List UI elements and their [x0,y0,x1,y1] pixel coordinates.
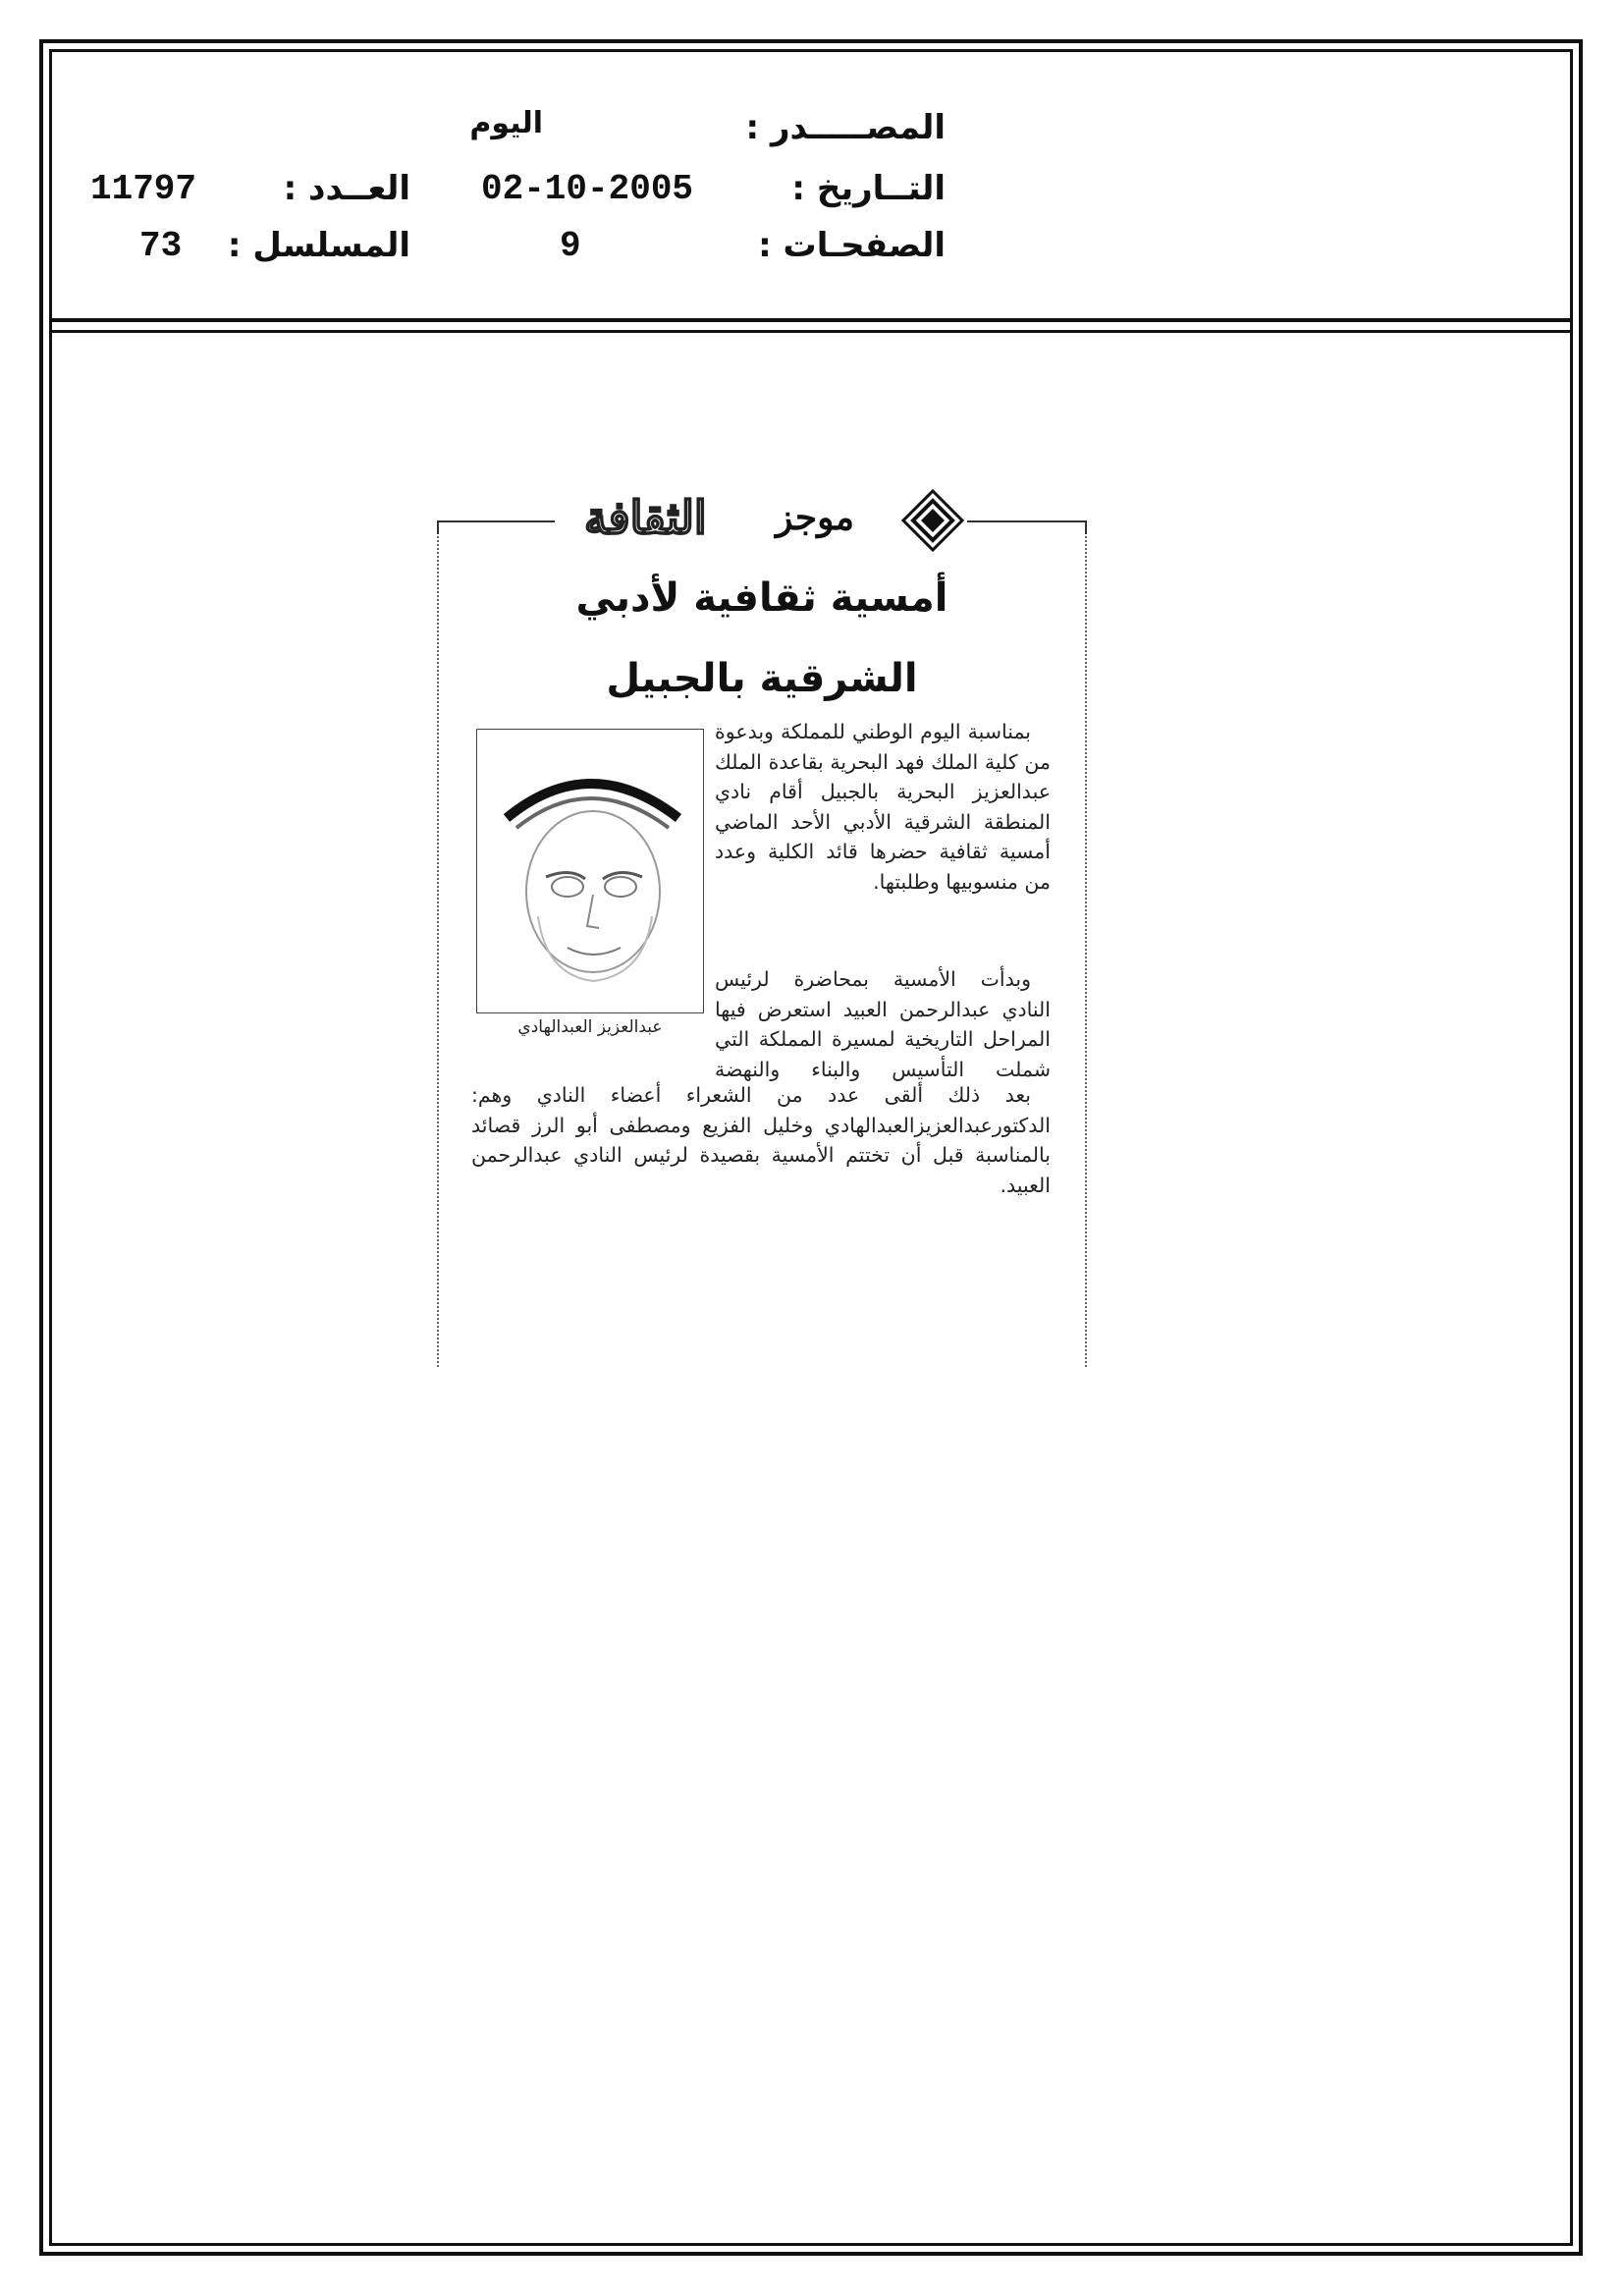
article-column-top [715,717,1051,897]
banner-rule-right [967,520,1087,522]
author-photo [476,729,704,1013]
header-divider [49,318,1573,322]
diamond-icon [901,489,964,552]
issue-value: 11797 [90,169,197,209]
headline-line2: الشرقية بالجبيل [606,656,918,701]
paragraph-3: بعد ذلك ألقى عدد من الشعراء أعضاء النادي وهم: الدكتورعبدالعزيزالعبدالهادي وخليل الفزيع ومصطفى أبو الرز قصائد بالمناسبة قبل أن تختتم الأمسية بقصيدة لرئيس النادي عبدالرحمن العبيد. [471,1083,1051,1197]
banner-tick-right [1085,520,1087,534]
source-value: اليوم [469,106,543,140]
section-name: الثقافة [584,491,707,544]
photo-caption: عبدالعزيز العبدالهادي [517,1017,663,1037]
pages-value: 9 [560,226,581,266]
paragraph-2-start: وبدأت الأمسية بمحاضرة لرئيس النادي عبدالرحمن العبيد استعرض فيها المراحل التاريخية لمسيرة المملكة التي شملت التأسيس والبناء والنهضة [715,967,1051,1081]
source-label: المصـــــدر : [745,108,946,147]
headline-line1: أمسية ثقافية لأدبي [575,575,948,621]
serial-value: 73 [139,226,183,266]
issue-label: العــدد : [283,169,410,208]
paragraph-1: بمناسبة اليوم الوطني للمملكة وبدعوة من كلية الملك فهد البحرية بقاعدة الملك عبدالعزيز البحرية بالجبيل أقام نادي المنطقة الشرقية الأدبي الأحد الماضي أمسية ثقافية حضرها قائد الكلية وعدد من منسوبيها وطلبتها. [715,720,1051,894]
section-prefix: موجز [776,497,854,538]
banner-rule-left [437,520,555,522]
banner-tick-left [437,520,439,534]
serial-label: المسلسل : [227,226,410,265]
article-column-full [471,1080,1051,1200]
portrait-image [477,730,703,1012]
pages-label: الصفحـات : [758,226,946,265]
date-label: التــاريخ : [791,169,946,208]
header-divider-inner [49,330,1573,333]
article-column-middle [715,964,1051,1082]
date-value: 02-10-2005 [481,169,694,209]
